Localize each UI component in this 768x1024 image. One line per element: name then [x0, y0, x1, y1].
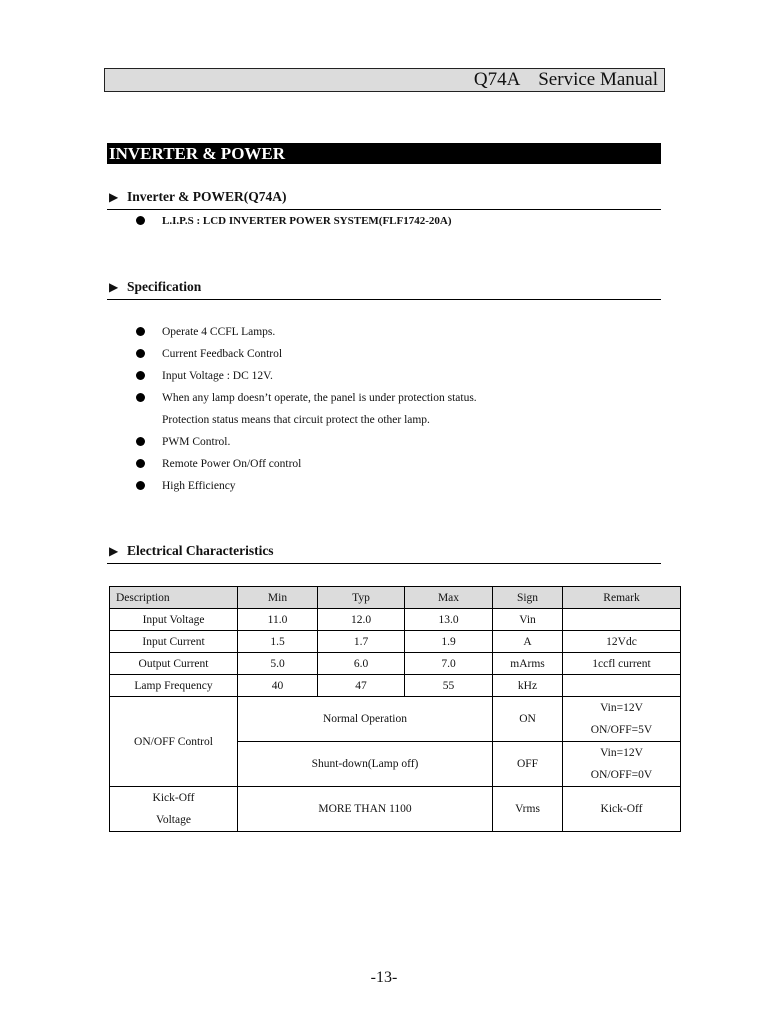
table-cell: MORE THAN 1100 [238, 787, 493, 832]
list-item-text: Operate 4 CCFL Lamps. [162, 326, 276, 338]
remark-line: ON/OFF=0V [590, 769, 653, 781]
bullet-dot-icon [136, 216, 145, 225]
bullet-dot-icon [136, 481, 145, 490]
electrical-characteristics-table [109, 586, 681, 832]
triangle-bullet-icon: ▶ [109, 190, 119, 204]
table-row [110, 653, 681, 675]
table-cell: Input Voltage [110, 609, 238, 631]
table-cell: Vin [493, 609, 563, 631]
list-item-continuation: Protection status means that circuit protect the other lamp. [162, 414, 430, 426]
table-cell: Normal Operation [238, 697, 493, 742]
list-item-text: High Efficiency [162, 480, 236, 492]
table-cell: 1.5 [238, 631, 318, 653]
bullet-dot-icon [136, 437, 145, 446]
table-cell: 12Vdc [563, 631, 681, 653]
divider [107, 209, 661, 210]
bullet-dot-icon [136, 349, 145, 358]
table-cell: 1ccfl current [563, 653, 681, 675]
list-item-text: PWM Control. [162, 436, 231, 448]
table-cell: 47 [318, 675, 405, 697]
table-cell [110, 787, 238, 832]
remark-line: Vin=12V [600, 747, 643, 759]
table-cell: 1.7 [318, 631, 405, 653]
column-header: Typ [318, 587, 405, 609]
page-number: -13- [370, 969, 398, 986]
cell-line: Kick-Off [152, 792, 195, 804]
inverter-item-text: L.I.P.S : LCD INVERTER POWER SYSTEM(FLF1742-20A) [162, 215, 452, 227]
remark-line: ON/OFF=5V [590, 724, 653, 736]
table-cell: ON/OFF Control [110, 697, 238, 787]
bullet-dot-icon [136, 327, 145, 336]
specification-heading-text: Specification [127, 279, 202, 294]
electrical-heading [109, 543, 274, 559]
divider [107, 299, 661, 300]
bullet-dot-icon [136, 371, 145, 380]
inverter-heading [109, 189, 286, 205]
table-cell: Input Current [110, 631, 238, 653]
cell-line: Voltage [156, 814, 191, 826]
table-cell: mArms [493, 653, 563, 675]
section-title-bar [107, 143, 661, 164]
table-cell: 40 [238, 675, 318, 697]
table-cell: ON [493, 697, 563, 742]
table-cell: Lamp Frequency [110, 675, 238, 697]
list-item-text: Input Voltage : DC 12V. [162, 370, 273, 382]
electrical-heading-text: Electrical Characteristics [127, 543, 274, 558]
table-cell: Vrms [493, 787, 563, 832]
bullet-dot-icon [136, 459, 145, 468]
triangle-bullet-icon: ▶ [109, 544, 119, 558]
list-item-text: When any lamp doesn’t operate, the panel is under protection status. [162, 392, 477, 404]
table-cell: 12.0 [318, 609, 405, 631]
specification-heading [109, 279, 201, 295]
table-row [110, 787, 681, 832]
page-header [104, 68, 665, 92]
column-header: Remark [563, 587, 681, 609]
table-row [110, 609, 681, 631]
table-cell: Shunt-down(Lamp off) [238, 742, 493, 787]
section-title: INVERTER & POWER [109, 144, 286, 163]
table-cell: 7.0 [405, 653, 493, 675]
triangle-bullet-icon: ▶ [109, 280, 119, 294]
table-cell: A [493, 631, 563, 653]
divider [107, 563, 661, 564]
table-cell: Output Current [110, 653, 238, 675]
header-title: Q74A Service Manual [473, 69, 658, 90]
column-header: Description [110, 587, 238, 609]
table-cell: 13.0 [405, 609, 493, 631]
inverter-heading-text: Inverter & POWER(Q74A) [127, 189, 287, 204]
table-cell: 6.0 [318, 653, 405, 675]
remark-line: Vin=12V [600, 702, 643, 714]
bullet-dot-icon [136, 393, 145, 402]
table-cell: OFF [493, 742, 563, 787]
table-row [110, 631, 681, 653]
column-header: Max [405, 587, 493, 609]
table-header-row [110, 587, 681, 609]
table-cell: 5.0 [238, 653, 318, 675]
table-cell: kHz [493, 675, 563, 697]
table-cell: 1.9 [405, 631, 493, 653]
table-cell: 11.0 [238, 609, 318, 631]
table-row [110, 697, 681, 742]
list-item-text: Remote Power On/Off control [162, 458, 302, 470]
column-header: Min [238, 587, 318, 609]
table-row [110, 675, 681, 697]
table-cell [563, 609, 681, 631]
table-cell [563, 675, 681, 697]
table-cell [563, 697, 681, 742]
table-cell: Kick-Off [563, 787, 681, 832]
table-cell: 55 [405, 675, 493, 697]
table-cell [563, 742, 681, 787]
list-item-text: Current Feedback Control [162, 348, 283, 360]
column-header: Sign [493, 587, 563, 609]
